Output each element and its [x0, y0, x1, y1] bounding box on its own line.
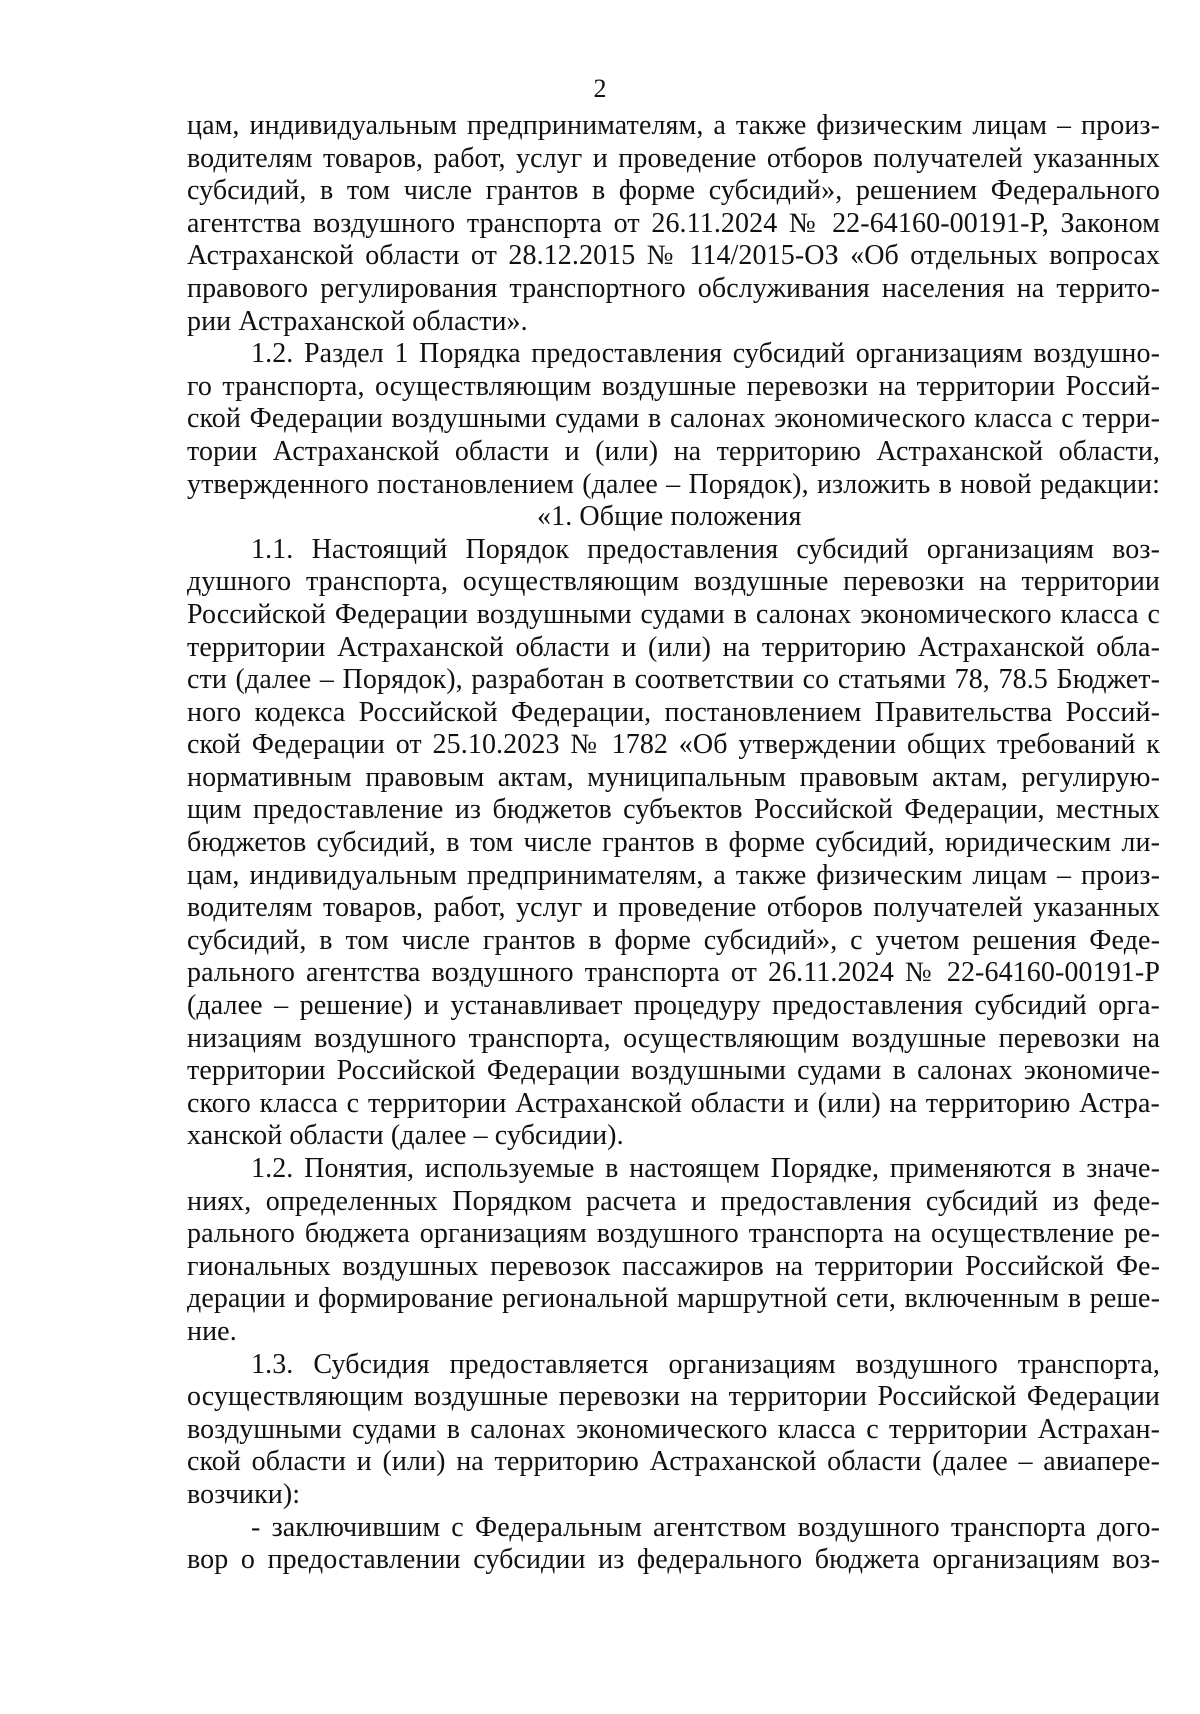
text-line: воздушными судами в салонах экономического класса с территории Астрахан- [187, 1413, 1160, 1445]
document-body [187, 110, 1160, 1577]
text-line: возчики): [187, 1478, 301, 1510]
text-line: гиональных воздушных перевозок пассажиров на территории Российской Фе- [187, 1250, 1160, 1282]
text-line: рии Астраханской области». [187, 305, 528, 337]
text-line: субсидий, в том числе грантов в форме субсидий», решением Федерального [187, 175, 1160, 207]
text-line: цам, индивидуальным предпринимателям, а также физическим лицам – произ- [187, 110, 1160, 141]
text-line: утвержденного постановлением (далее – Порядок), изложить в новой редакции: [187, 468, 1160, 500]
text-line: 1.2. Раздел 1 Порядка предоставления субсидий организациям воздушно- [251, 338, 1160, 370]
text-line: вор о предоставлении субсидии из федерального бюджета организациям воз- [187, 1544, 1160, 1576]
text-line: рального бюджета организациям воздушного транспорта на осуществление ре- [187, 1218, 1160, 1250]
text-line: ской Федерации воздушными судами в салонах экономического класса с терри- [187, 403, 1160, 435]
text-line: ние. [187, 1315, 237, 1347]
text-line: сти (далее – Порядок), разработан в соответствии со статьями 78, 78.5 Бюджет- [187, 664, 1160, 696]
text-line: ниях, определенных Порядком расчета и предоставления субсидий из феде- [187, 1185, 1160, 1217]
text-line: цам, индивидуальным предпринимателям, а также физическим лицам – произ- [187, 859, 1160, 891]
section-heading: «1. Общие положения [537, 501, 802, 533]
text-line: агентства воздушного транспорта от 26.11.2024 № 22-64160-00191-Р, Законом [187, 207, 1160, 239]
text-line: рального агентства воздушного транспорта от 26.11.2024 № 22-64160-00191-Р [187, 957, 1160, 989]
page-number: 2 [593, 74, 607, 103]
text-line: Российской Федерации воздушными судами в салонах экономического класса с [187, 598, 1160, 630]
text-line: низациям воздушного транспорта, осуществляющим воздушные перевозки на [187, 1022, 1160, 1054]
text-line: го транспорта, осуществляющим воздушные перевозки на территории Россий- [187, 370, 1160, 402]
text-line: ской области и (или) на территорию Астраханской области (далее – авиапере- [187, 1446, 1160, 1478]
text-line: - заключившим с Федеральным агентством воздушного транспорта дого- [251, 1511, 1160, 1543]
text-line: водителям товаров, работ, услуг и проведение отборов получателей указанных [187, 892, 1160, 924]
text-line: правового регулирования транспортного обслуживания населения на террито- [187, 272, 1160, 304]
text-line: ской Федерации от 25.10.2023 № 1782 «Об утверждении общих требований к [187, 729, 1160, 761]
text-line: 1.2. Понятия, используемые в настоящем Порядке, применяются в значе- [251, 1153, 1160, 1184]
text-line: щим предоставление из бюджетов субъектов Российской Федерации, местных [187, 794, 1160, 826]
text-line: водителям товаров, работ, услуг и проведение отборов получателей указанных [187, 142, 1160, 174]
text-line: 1.1. Настоящий Порядок предоставления субсидий организациям воз- [251, 533, 1160, 565]
text-line: 1.3. Субсидия предоставляется организациям воздушного транспорта, [251, 1348, 1160, 1380]
text-line: (далее – решение) и устанавливает процедуру предоставления субсидий орга- [187, 990, 1160, 1022]
text-line: Астраханской области от 28.12.2015 № 114/2015-ОЗ «Об отдельных вопросах [187, 240, 1160, 272]
text-line: дерации и формирование региональной маршрутной сети, включенным в реше- [187, 1283, 1160, 1315]
text-line: нормативным правовым актам, муниципальным правовым актам, регулирую- [187, 761, 1160, 793]
text-line: территории Астраханской области и (или) на территорию Астраханской обла- [187, 631, 1160, 663]
text-line: ного кодекса Российской Федерации, постановлением Правительства Россий- [187, 696, 1160, 728]
text-line: ханской области (далее – субсидии). [187, 1120, 624, 1152]
text-line: субсидий, в том числе грантов в форме субсидий», с учетом решения Феде- [187, 924, 1160, 956]
text-line: территории Российской Федерации воздушными судами в салонах экономиче- [187, 1055, 1160, 1087]
text-line: ского класса с территории Астраханской области и (или) на территорию Астра- [187, 1087, 1160, 1119]
text-line: тории Астраханской области и (или) на территорию Астраханской области, [187, 435, 1160, 467]
text-line: осуществляющим воздушные перевозки на территории Российской Федерации [187, 1381, 1160, 1413]
text-line: душного транспорта, осуществляющим воздушные перевозки на территории [187, 566, 1160, 598]
text-line: бюджетов субсидий, в том числе грантов в форме субсидий, юридическим ли- [187, 827, 1160, 859]
